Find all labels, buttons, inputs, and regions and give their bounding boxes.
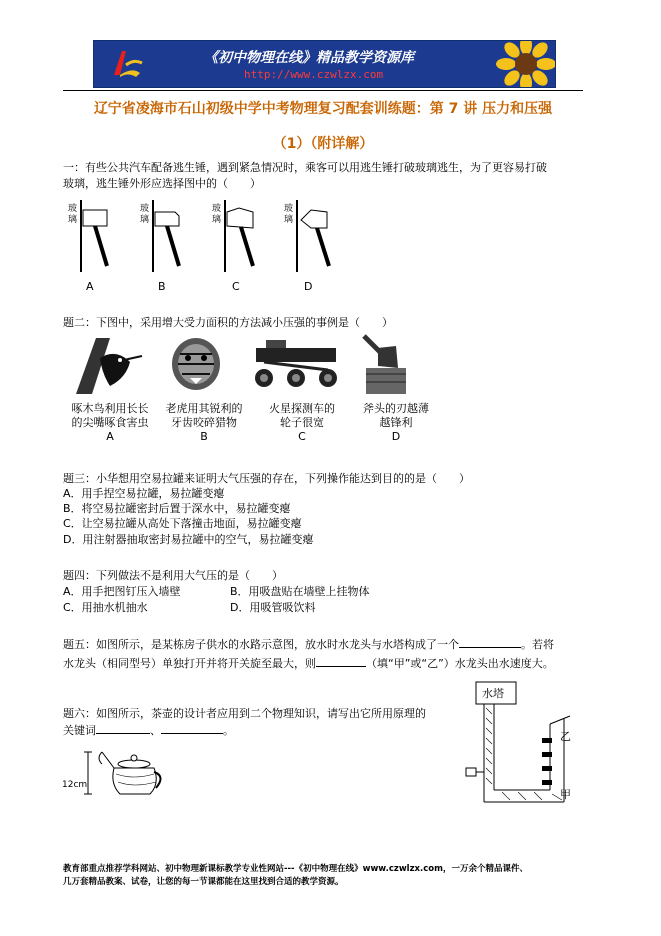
banner-title: 《初中物理在线》精品教学资源库 [204, 50, 414, 66]
q5-blank-1[interactable] [459, 647, 521, 648]
tap-label-jia: 甲 [560, 788, 571, 801]
tiger-image [172, 338, 220, 390]
site-logo-icon [106, 45, 146, 83]
q1-text-line2: 玻璃，逃生锤外形应选择图中的（ ） [63, 177, 261, 190]
q1-option-a: A [86, 280, 94, 293]
header-banner [93, 40, 556, 88]
teapot-height-label: 12cm [62, 780, 88, 790]
q1-option-b: B [158, 280, 166, 293]
q4-option-a: A．用手把图钉压入墙壁 [63, 585, 181, 598]
tap-label-yi: 乙 [560, 730, 571, 743]
glass-label-c: 玻 璃 [212, 204, 222, 225]
footer-line2: 几万套精品教案、试卷，让您的每一节课都能在这里找到合适的教学资源。 [63, 877, 344, 887]
q5-text-line2: 水龙头（相同型号）单独打开并将开关旋至最大，则 （填“甲”或“乙”）水龙头出水速度大。 [63, 657, 554, 670]
q2-caption-c: 火星探测车的 轮子很宽 C [269, 402, 335, 443]
q2-caption-b: 老虎用其锐利的 牙齿咬碎猎物 B [165, 402, 243, 443]
q3-text: 题三：小华想用空易拉罐来证明大气压强的存在，下列操作能达到目的的是（ ） [63, 472, 470, 485]
q2-text: 题二：下图中，采用增大受力面积的方法减小压强的事例是（ ） [63, 316, 393, 329]
mars-rover-image [255, 340, 337, 387]
q3-option-d: D．用注射器抽取密封易拉罐中的空气，易拉罐变瘪 [63, 533, 314, 546]
q3-option-a: A．用手捏空易拉罐，易拉罐变瘪 [63, 487, 225, 500]
hammer-d [297, 200, 329, 272]
q6-blank-2[interactable] [161, 733, 223, 734]
glass-label-a: 玻 璃 [68, 204, 78, 225]
woodpecker-image [76, 338, 142, 394]
banner-url: http://www.czwlzx.com [244, 68, 384, 81]
document-subtitle: （1）（附详解） [272, 136, 374, 152]
q5-text-line1: 题五：如图所示，是某栋房子供水的水路示意图，放水时水龙头与水塔构成了一个 。若将 [63, 638, 554, 651]
q1-hammer-figure [63, 194, 353, 294]
hammer-a [81, 200, 107, 272]
q1-text-line1: 一：有些公共汽车配备逃生锤，遇到紧急情况时，乘客可以用逃生锤打破玻璃逃生，为了更容易打破 [63, 161, 547, 174]
document-title: 辽宁省凌海市石山初级中学中考物理复习配套训练题：第 7 讲 压力和压强 [93, 101, 553, 117]
hammer-c [225, 200, 253, 272]
q6-text-line2: 关键词 、 。 [63, 724, 234, 737]
header-rule [63, 90, 583, 91]
q1-option-c: C [232, 280, 240, 293]
glass-label-d: 玻 璃 [284, 204, 294, 225]
q4-option-b: B．用吸盘贴在墙壁上挂物体 [230, 585, 370, 598]
q2-images [66, 334, 406, 398]
teapot-figure [66, 744, 166, 804]
footer-line1: 教育部重点推荐学科网站、初中物理新课标教学专业性网站---《初中物理在线》www.czwlzx.com，一万余个精品课件、 [63, 864, 528, 874]
q4-text: 题四：下列做法不是利用大气压的是（ ） [63, 569, 283, 582]
q6-text-line1: 题六：如图所示，茶壶的设计者应用到二个物理知识，请写出它所用原理的 [63, 707, 426, 720]
water-tower-label: 水塔 [482, 687, 504, 700]
q4-option-d: D．用吸管吸饮料 [230, 601, 316, 614]
glass-label-b: 玻 璃 [140, 204, 150, 225]
q6-blank-1[interactable] [96, 733, 150, 734]
q2-caption-d: 斧头的刃越薄 越锋利 D [363, 402, 429, 443]
q5-blank-2[interactable] [316, 666, 366, 667]
axe-image [364, 336, 406, 394]
q4-option-c: C．用抽水机抽水 [63, 601, 148, 614]
q2-caption-a: 啄木鸟利用长长 的尖嘴啄食害虫 A [71, 402, 149, 443]
q3-option-b: B．将空易拉罐密封后置于深水中，易拉罐变瘪 [63, 502, 291, 515]
q1-option-d: D [304, 280, 313, 293]
sunflower-icon [494, 40, 556, 88]
hammer-b [153, 200, 179, 272]
q3-option-c: C．让空易拉罐从高处下落撞击地面，易拉罐变瘪 [63, 517, 302, 530]
